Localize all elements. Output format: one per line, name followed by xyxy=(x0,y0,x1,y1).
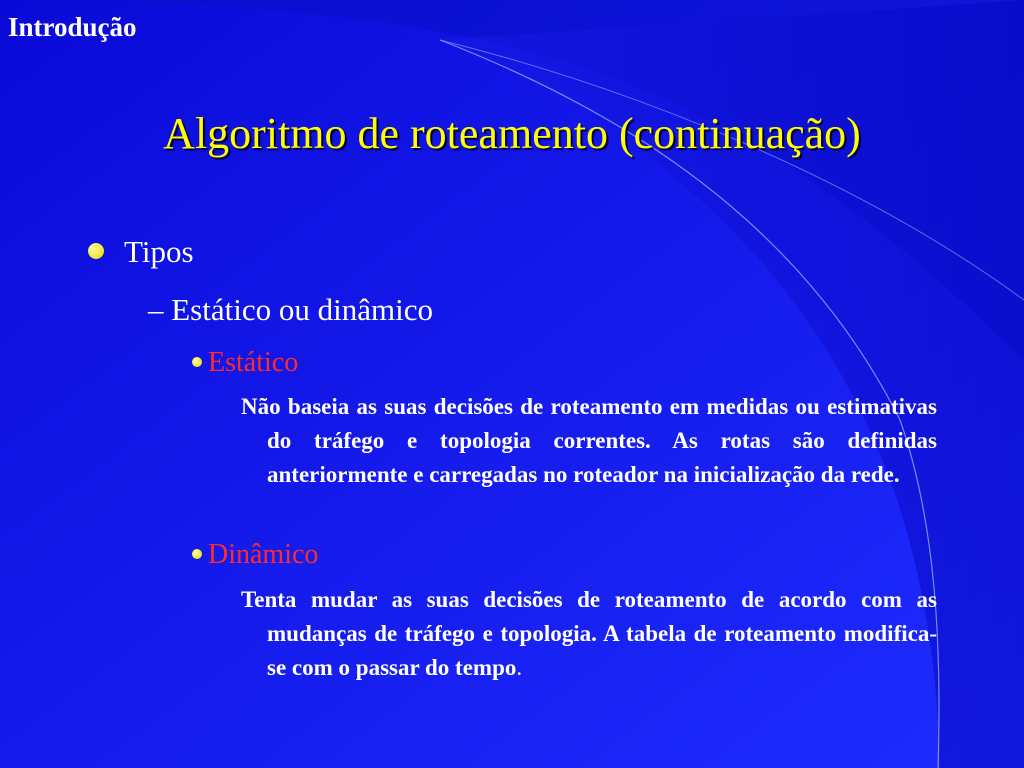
paragraph-dinamico xyxy=(241,583,937,685)
bullet-icon xyxy=(88,243,104,259)
paragraph-dinamico-period: . xyxy=(516,655,523,680)
slide-title: Algoritmo de roteamento (continuação) xyxy=(163,109,861,158)
item-dinamico xyxy=(192,537,318,573)
item-estatico-label: Estático xyxy=(208,347,299,378)
paragraph-dinamico-text: Tenta mudar as suas decisões de roteamento de acordo com as mudanças de tráfego e topologia. A tabela de roteamento modifica-se com o passar do tempo xyxy=(241,587,937,680)
item-dinamico-label: Dinâmico xyxy=(208,539,319,570)
sub-bullet-estatico-ou-dinamico: – Estático ou dinâmico xyxy=(148,292,433,327)
section-heading: Introdução xyxy=(8,12,137,42)
item-estatico xyxy=(192,345,298,381)
paragraph-estatico: Não baseia as suas decisões de roteamento em medidas ou estimativas do tráfego e topologia correntes. As rotas são definidas anteriormente e carregadas no roteador na inicialização da rede. xyxy=(241,394,937,487)
bullet-icon xyxy=(192,357,202,367)
bullet-tipos xyxy=(88,232,194,272)
bullet-tipos-label: Tipos xyxy=(124,234,194,269)
bullet-icon xyxy=(192,549,202,559)
